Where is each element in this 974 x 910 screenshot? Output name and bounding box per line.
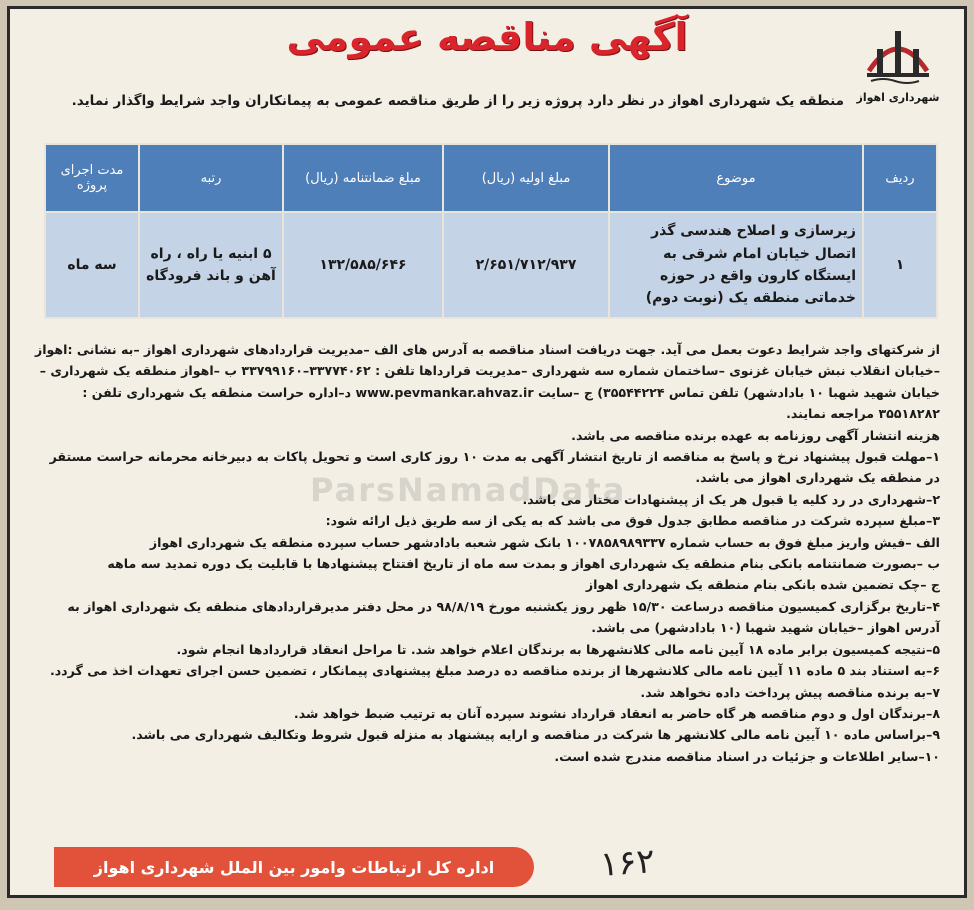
condition-5: ۵–نتیجه کمیسیون برابر ماده ۱۸ آیین نامه مالی کلانشهرها به برندگان اعلام خواهد شد. تا مراحل انعقاد قراردادها انجام شود.: [176, 641, 940, 657]
cell-initial-amount: ۲/۶۵۱/۷۱۲/۹۳۷: [443, 212, 609, 318]
header-guarantee-amount: مبلغ ضمانتنامه (ریال): [283, 144, 443, 212]
condition-7: ۷–به برنده مناقصه پیش پرداخت داده نخواهد شد.: [640, 684, 940, 700]
header-grade: رتبه: [139, 144, 283, 212]
cell-index: ۱: [863, 212, 937, 318]
cell-grade: ۵ ابنیه یا راه ، راه آهن و باند فرودگاه: [139, 212, 283, 318]
condition-3: ۳–مبلغ سپرده شرکت در مناقصه مطابق جدول فوق می باشد که به یکی از سه طریق ذیل ارائه شود:: [325, 513, 940, 529]
header-subject: موضوع: [609, 144, 863, 212]
condition-10: ۱۰–سایر اطلاعات و جزئیات در اسناد مناقصه مندرج شده است.: [554, 748, 940, 764]
cell-subject: زیرسازی و اصلاح هندسی گذر اتصال خیابان امام شرقی به ایستگاه کارون واقع در حوزه خدماتی منطقه یک (نوبت دوم): [609, 212, 863, 318]
condition-3b: ب –بصورت ضمانتنامه بانکی بنام منطقه یک شهرداری اهواز و بمدت سه ماه از تاریخ افتتاح پیشنهادها با قابلیت یک دوره تمدید سه ماهه: [107, 556, 940, 572]
cost-note: هزینه انتشار آگهی روزنامه به عهده برنده مناقصه می باشد.: [571, 427, 940, 443]
watermark: ParsNamadData: [310, 471, 627, 509]
tender-body-text: [34, 339, 940, 767]
condition-2: ۲–شهرداری در رد کلیه یا قبول هر یک از پیشنهادات مختار می باشد.: [522, 491, 940, 507]
table-row: [45, 212, 937, 318]
condition-6: ۶–به استناد بند ۵ ماده ۱۱ آیین نامه مالی کلانشهرها از برنده مناقصه ده درصد مبلغ پیشنهادی پیمانکار ، تضمین حسن اجرای تعهدات اخذ می گردد.: [49, 663, 940, 679]
tender-advertisement: [7, 6, 967, 898]
condition-3c: ج –چک تضمین شده بانکی بنام منطقه یک شهرداری اهواز: [585, 577, 940, 593]
condition-1: ۱–مهلت قبول پیشنهاد نرخ و پاسخ به مناقصه از تاریخ انتشار آگهی به مدت ۱۰ روز کاری است و تحویل پاکات به دبیرخانه محرمانه حراست مستقر در منطقه یک شهرداری اهواز می باشد.: [49, 449, 940, 486]
condition-3a: الف –فیش واریز مبلغ فوق به حساب شماره ۱۰۰۷۸۵۸۹۸۹۳۳۷ بانک شهر شعبه بادادشهر حساب سپرده منطقه یک شهرداری اهواز: [149, 534, 940, 550]
header-duration: مدت اجرای پروژه: [45, 144, 139, 212]
header-index: ردیف: [863, 144, 937, 212]
page-title: آگهی مناقصه عمومی: [286, 15, 688, 59]
website-link[interactable]: www.pevmankar.ahvaz.ir: [355, 384, 534, 400]
intro-text-1: از شرکتهای واجد شرایط دعوت بعمل می آید. جهت دریافت اسناد مناقصه به آدرس های الف –مدیریت قراردادهای شهرداری اهواز –به نشانی :اهواز –خیابان انقلاب نبش خیابان غزنوی –ساختمان شماره سه شهرداری –مدیریت قرارداها تلفن : ۳۳۷۷۴۰۶۲–۳۳۷۹۹۱۶۰ ب –اهواز منطقه یک شهرداری –خیابان شهید شهبا ۱۰ بادادشهر) تلفن تماس ۳۵۵۴۴۲۲۴) ج –سایت: [34, 342, 940, 400]
condition-8: ۸–برندگان اول و دوم مناقصه هر گاه حاضر به انعقاد قرارداد نشوند سپرده آنان به ترتیب ضبط خواهد شد.: [293, 705, 940, 721]
page-subtitle: منطقه یک شهرداری اهواز در نظر دارد پروژه زیر را از طریق مناقصه عمومی به پیمانکاران واجد شرایط واگذار نماید.: [71, 93, 844, 109]
logo-caption: شهرداری اهواز: [856, 91, 940, 104]
cell-guarantee-amount: ۱۳۲/۵۸۵/۶۴۶: [283, 212, 443, 318]
intro-paragraph: [34, 339, 940, 425]
cell-duration: سه ماه: [45, 212, 139, 318]
tender-table: [44, 143, 938, 319]
intro-text-2: د–اداره حراست منطقه یک شهرداری تلفن : ۳۵۵۱۸۲۸۲ مراجعه نمایند.: [82, 384, 940, 422]
footer-department: اداره کل ارتباطات وامور بین الملل شهرداری اهواز: [54, 847, 534, 887]
handwritten-code: ۱۶۲: [598, 841, 657, 885]
condition-4: ۴–تاریخ برگزاری کمیسیون مناقصه درساعت ۱۵/۳۰ ظهر روز یکشنبه مورخ ۹۸/۸/۱۹ در محل دفتر مدیرقراردادهای منطقه یک شهرداری اهواز به آدرس اهواز –خیابان شهید شهبا (۱۰ بادادشهر) می باشد.: [67, 598, 940, 636]
header-initial-amount: مبلغ اولیه (ریال): [443, 144, 609, 212]
condition-9: ۹–براساس ماده ۱۰ آیین نامه مالی کلانشهر ها شرکت در مناقصه و ارایه پیشنهاد به منزله قبول شروط وتکالیف شهرداری می باشد.: [131, 727, 940, 743]
table-header-row: [45, 144, 937, 212]
